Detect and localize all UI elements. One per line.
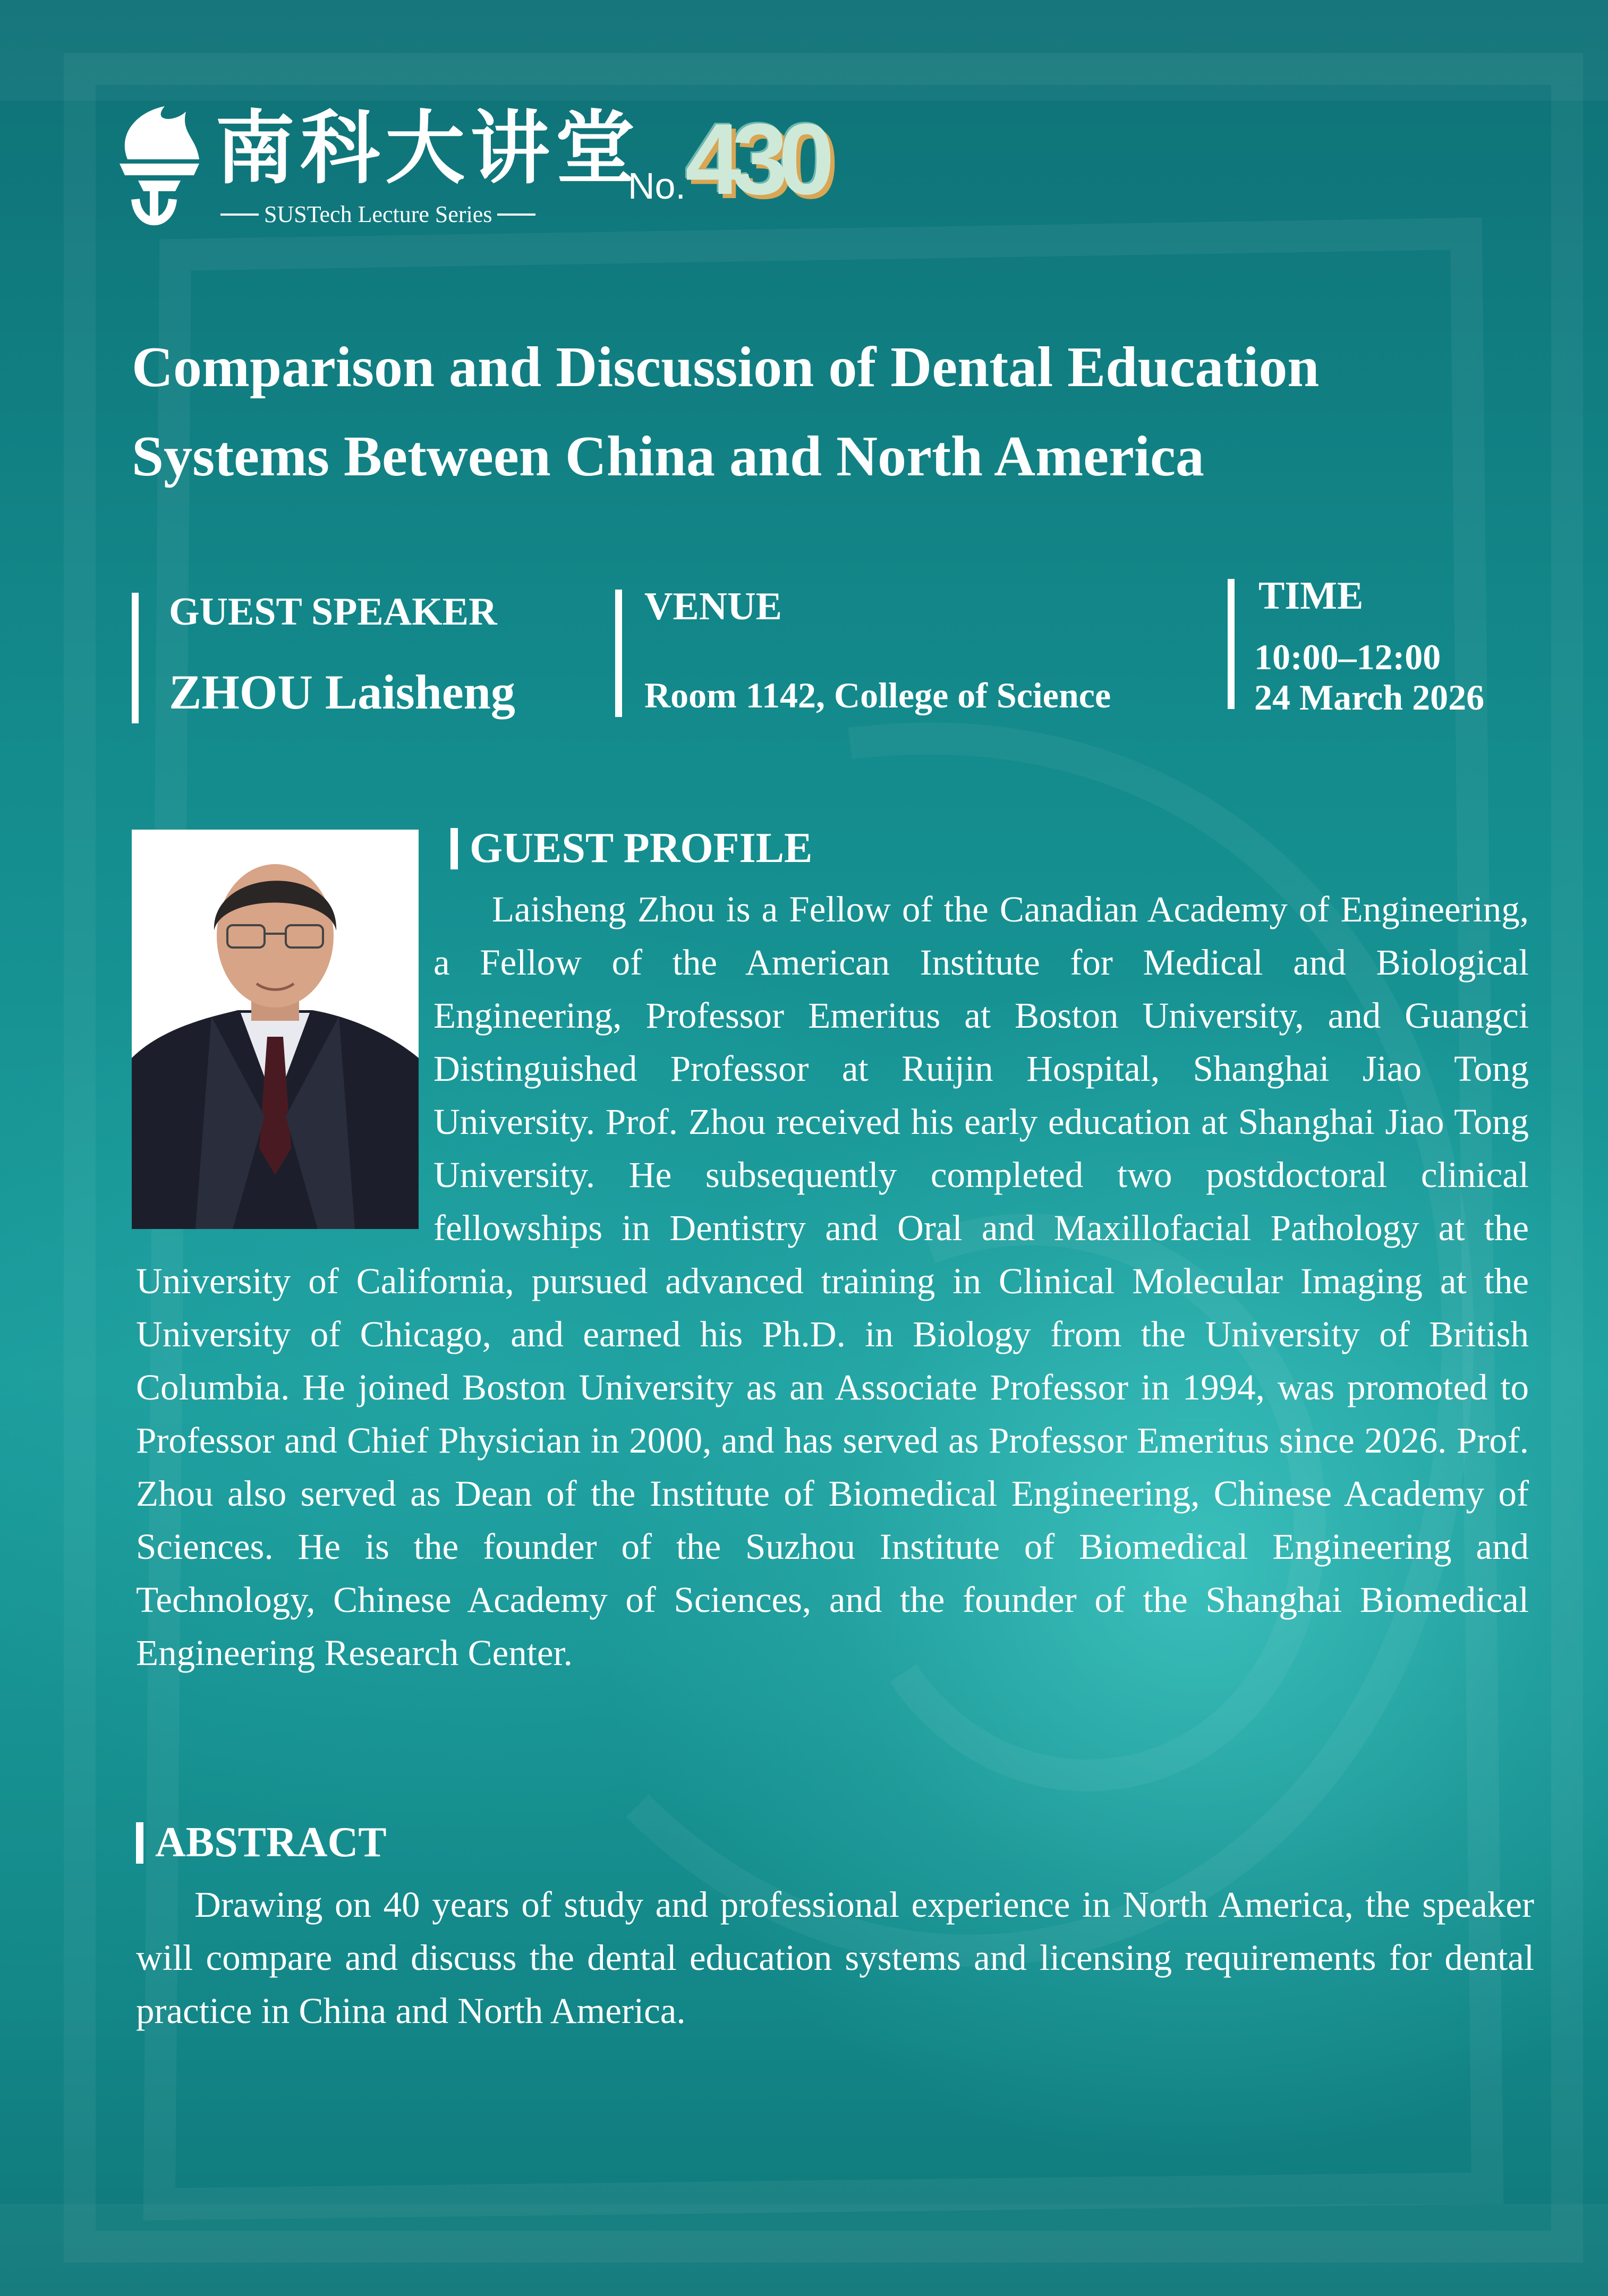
venue-divider bbox=[615, 590, 622, 717]
logo-dash-right bbox=[497, 214, 535, 216]
lecture-title bbox=[132, 323, 1524, 501]
lecture-title-line-2: Systems Between China and North America bbox=[132, 425, 1204, 488]
guest-profile-heading bbox=[450, 824, 812, 873]
time-value: 10:00–12:00 bbox=[1254, 637, 1441, 677]
abstract-text-area bbox=[136, 1878, 1534, 2037]
speaker-label: GUEST SPEAKER bbox=[169, 590, 497, 634]
abstract-text: Drawing on 40 years of study and professional experience in North America, the speaker will compare and discuss the dental education systems and licensing requirements for dental practice in China and North America. bbox=[136, 1884, 1534, 2031]
time-divider bbox=[1228, 579, 1235, 709]
date-value: 24 March 2026 bbox=[1254, 677, 1485, 718]
venue-value: Room 1142, College of Science bbox=[644, 675, 1111, 715]
time-block bbox=[1228, 574, 1568, 717]
guest-profile-text-area bbox=[136, 883, 1529, 1679]
logo-dash-left bbox=[220, 214, 259, 216]
lecture-number-label: No. bbox=[628, 165, 686, 207]
guest-profile-heading-bar bbox=[450, 828, 458, 869]
lecture-title-line-1: Comparison and Discussion of Dental Education bbox=[132, 336, 1320, 399]
abstract-heading bbox=[136, 1819, 387, 1867]
lecture-number: 430 bbox=[685, 103, 826, 216]
logo-english-label: SUSTech Lecture Series bbox=[264, 201, 492, 227]
abstract-heading-text: ABSTRACT bbox=[155, 1819, 387, 1866]
guest-profile-text: Laisheng Zhou is a Fellow of the Canadian Academy of Engineering, a Fellow of the American Institute for Medical and Biological Engineering, Professor Emeritus at Boston University, and Guangci Distinguished Professor at Ruijin Hospital, Shanghai Jiao Tong University. Prof. Zhou received his early education at Shanghai Jiao Tong University. He subsequently completed two postdoctoral clinical fellowships in Dentistry and Oral and Maxillofacial Pathology at the University of California, pursued advanced training in Clinical Molecular Imaging at the University of Chicago, and earned his Ph.D. in Biology from the University of British Columbia. He joined Boston University as an Associate Professor in 1994, was promoted to Professor and Chief Physician in 2000, and has served as Professor Emeritus since 2026. Prof. Zhou also served as Dean of the Institute of Biomedical Engineering, Chinese Academy of Sciences. He is the founder of the Suzhou Institute of Biomedical Engineering and Technology, Chinese Academy of Sciences, and the founder of the Shanghai Biomedical Engineering Research Center. bbox=[136, 889, 1529, 1673]
speaker-divider bbox=[132, 593, 139, 723]
photo-text-wrap-spacer bbox=[136, 883, 433, 1254]
speaker-name: ZHOU Laisheng bbox=[169, 665, 515, 719]
abstract-heading-bar bbox=[136, 1822, 143, 1864]
speaker-block bbox=[132, 590, 610, 722]
sustech-torch-logo bbox=[106, 101, 202, 239]
time-label: TIME bbox=[1258, 574, 1364, 618]
venue-block bbox=[615, 584, 1199, 717]
logo-chinese-text: 南科大讲堂 bbox=[215, 103, 641, 195]
logo-english-text bbox=[215, 201, 541, 228]
guest-profile-heading-text: GUEST PROFILE bbox=[470, 825, 813, 872]
venue-label: VENUE bbox=[644, 585, 782, 628]
